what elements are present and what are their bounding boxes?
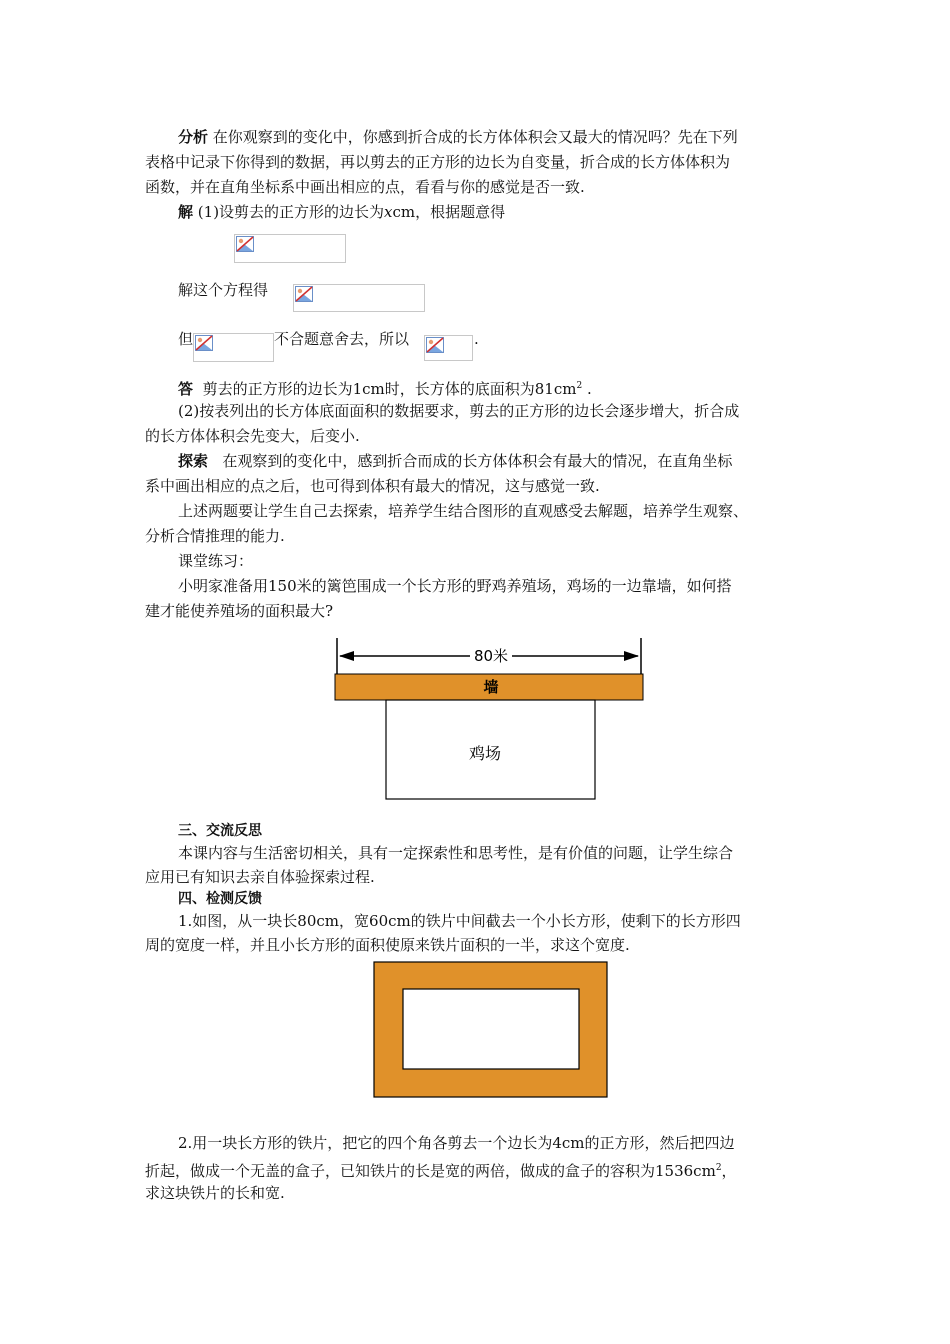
- problem-1-line-2: 周的宽度一样，并且小长方形的面积使原来铁片面积的一半，求这个宽度.: [145, 936, 630, 954]
- problem-2-line-1: 2.用一块长方形的铁片，把它的四个角各剪去一个边长为4cm的正方形，然后把四边: [178, 1134, 735, 1152]
- reflection-line-1: 本课内容与生活密切相关，具有一定探索性和思考性，是有价值的问题，让学生综合: [178, 844, 734, 862]
- part2-line-1: (2)按表列出的长方体底面面积的数据要求，剪去的正方形的边长会逐步增大，折合成: [178, 402, 740, 420]
- broken-image-icon: [195, 335, 213, 351]
- problem-2-line-2: [145, 1157, 737, 1182]
- explore-line-1: [178, 450, 732, 472]
- answer-tail: .: [582, 380, 592, 398]
- solution-label: 解: [178, 203, 194, 221]
- answer-text: 剪去的正方形的边长为1cm时，长方体的底面积为81cm: [202, 380, 577, 398]
- explore-label: 探索: [178, 452, 209, 470]
- section-4-title: 四、检测反馈: [178, 891, 262, 907]
- dimension-label: 80米: [473, 647, 509, 665]
- analysis-line-3: 函数，并在直角坐标系中画出相应的点，看看与你的感觉是否一致.: [145, 178, 585, 196]
- problem-2-text: 折起，做成一个无盖的盒子，已知铁片的长是宽的两倍，做成的盒子的容积为1536cm: [145, 1162, 716, 1180]
- broken-image-icon: [236, 236, 254, 252]
- reflection-line-2: 应用已有知识去亲自体验探索过程.: [145, 868, 375, 886]
- equation-image-3: [193, 333, 274, 362]
- but-text: 但: [178, 330, 194, 348]
- equation-image-2: [293, 284, 425, 312]
- analysis-line-1: [178, 126, 738, 148]
- problem-2-sup: 2: [715, 1163, 722, 1173]
- answer-line: [178, 375, 592, 400]
- solution-line: [178, 201, 505, 223]
- problem-1-line-1: 1.如图，从一块长80cm，宽60cm的铁片中间截去一个小长方形，使剩下的长方形四: [178, 912, 741, 930]
- solution-tail: cm，根据题意得: [392, 203, 506, 221]
- arrow-left-icon: [339, 651, 354, 661]
- note-line-1: 上述两题要让学生自己去探索，培养学生结合图形的直观感受去解题，培养学生观察、: [178, 502, 749, 520]
- arrow-right-icon: [624, 651, 639, 661]
- answer-label: 答: [178, 380, 194, 398]
- explore-text: 在观察到的变化中，感到折合而成的长方体体积会有最大的情况，在直角坐标: [222, 452, 733, 470]
- problem-2-line-3: 求这块铁片的长和宽.: [145, 1184, 285, 1202]
- chicken-farm-figure: [330, 636, 650, 806]
- variable-x: x: [384, 203, 393, 221]
- problem-2-tail: ，: [721, 1162, 737, 1180]
- section-3-title: 三、交流反思: [178, 823, 262, 839]
- solve-equation-text: 解这个方程得: [178, 281, 269, 299]
- broken-image-icon: [426, 337, 444, 353]
- explore-line-2: 系中画出相应的点之后，也可得到体积有最大的情况，这与感觉一致.: [145, 477, 600, 495]
- equation-image-1: [234, 234, 346, 263]
- part2-line-2: 的长方体体积会先变大，后变小.: [145, 427, 360, 445]
- period: .: [474, 330, 479, 348]
- solution-text: (1)设剪去的正方形的边长为: [197, 203, 385, 221]
- answer-sup: 2: [576, 381, 583, 391]
- farm-label: 鸡场: [468, 744, 502, 763]
- note-line-2: 分析合情推理的能力.: [145, 527, 285, 545]
- broken-image-icon: [295, 286, 313, 302]
- wall-label: 墙: [483, 678, 499, 696]
- analysis-line-2: 表格中记录下你得到的数据，再以剪去的正方形的边长为自变量，折合成的长方体体积为: [145, 153, 731, 171]
- analysis-label: 分析: [178, 128, 209, 146]
- exercise-heading: 课堂练习：: [178, 552, 254, 570]
- exercise-line-1: 小明家准备用150米的篱笆围成一个长方形的野鸡养殖场，鸡场的一边靠墙，如何搭: [178, 577, 732, 595]
- iron-sheet-figure: [372, 960, 610, 1100]
- inner-cutout-rect: [403, 989, 579, 1069]
- exercise-line-2: 建才能使养殖场的面积最大?: [145, 602, 334, 620]
- equation-image-4: [424, 335, 473, 361]
- analysis-text: 在你观察到的变化中，你感到折合成的长方体体积会又最大的情况吗？先在下列: [212, 128, 738, 146]
- discard-text: 不合题意舍去，所以: [274, 330, 410, 348]
